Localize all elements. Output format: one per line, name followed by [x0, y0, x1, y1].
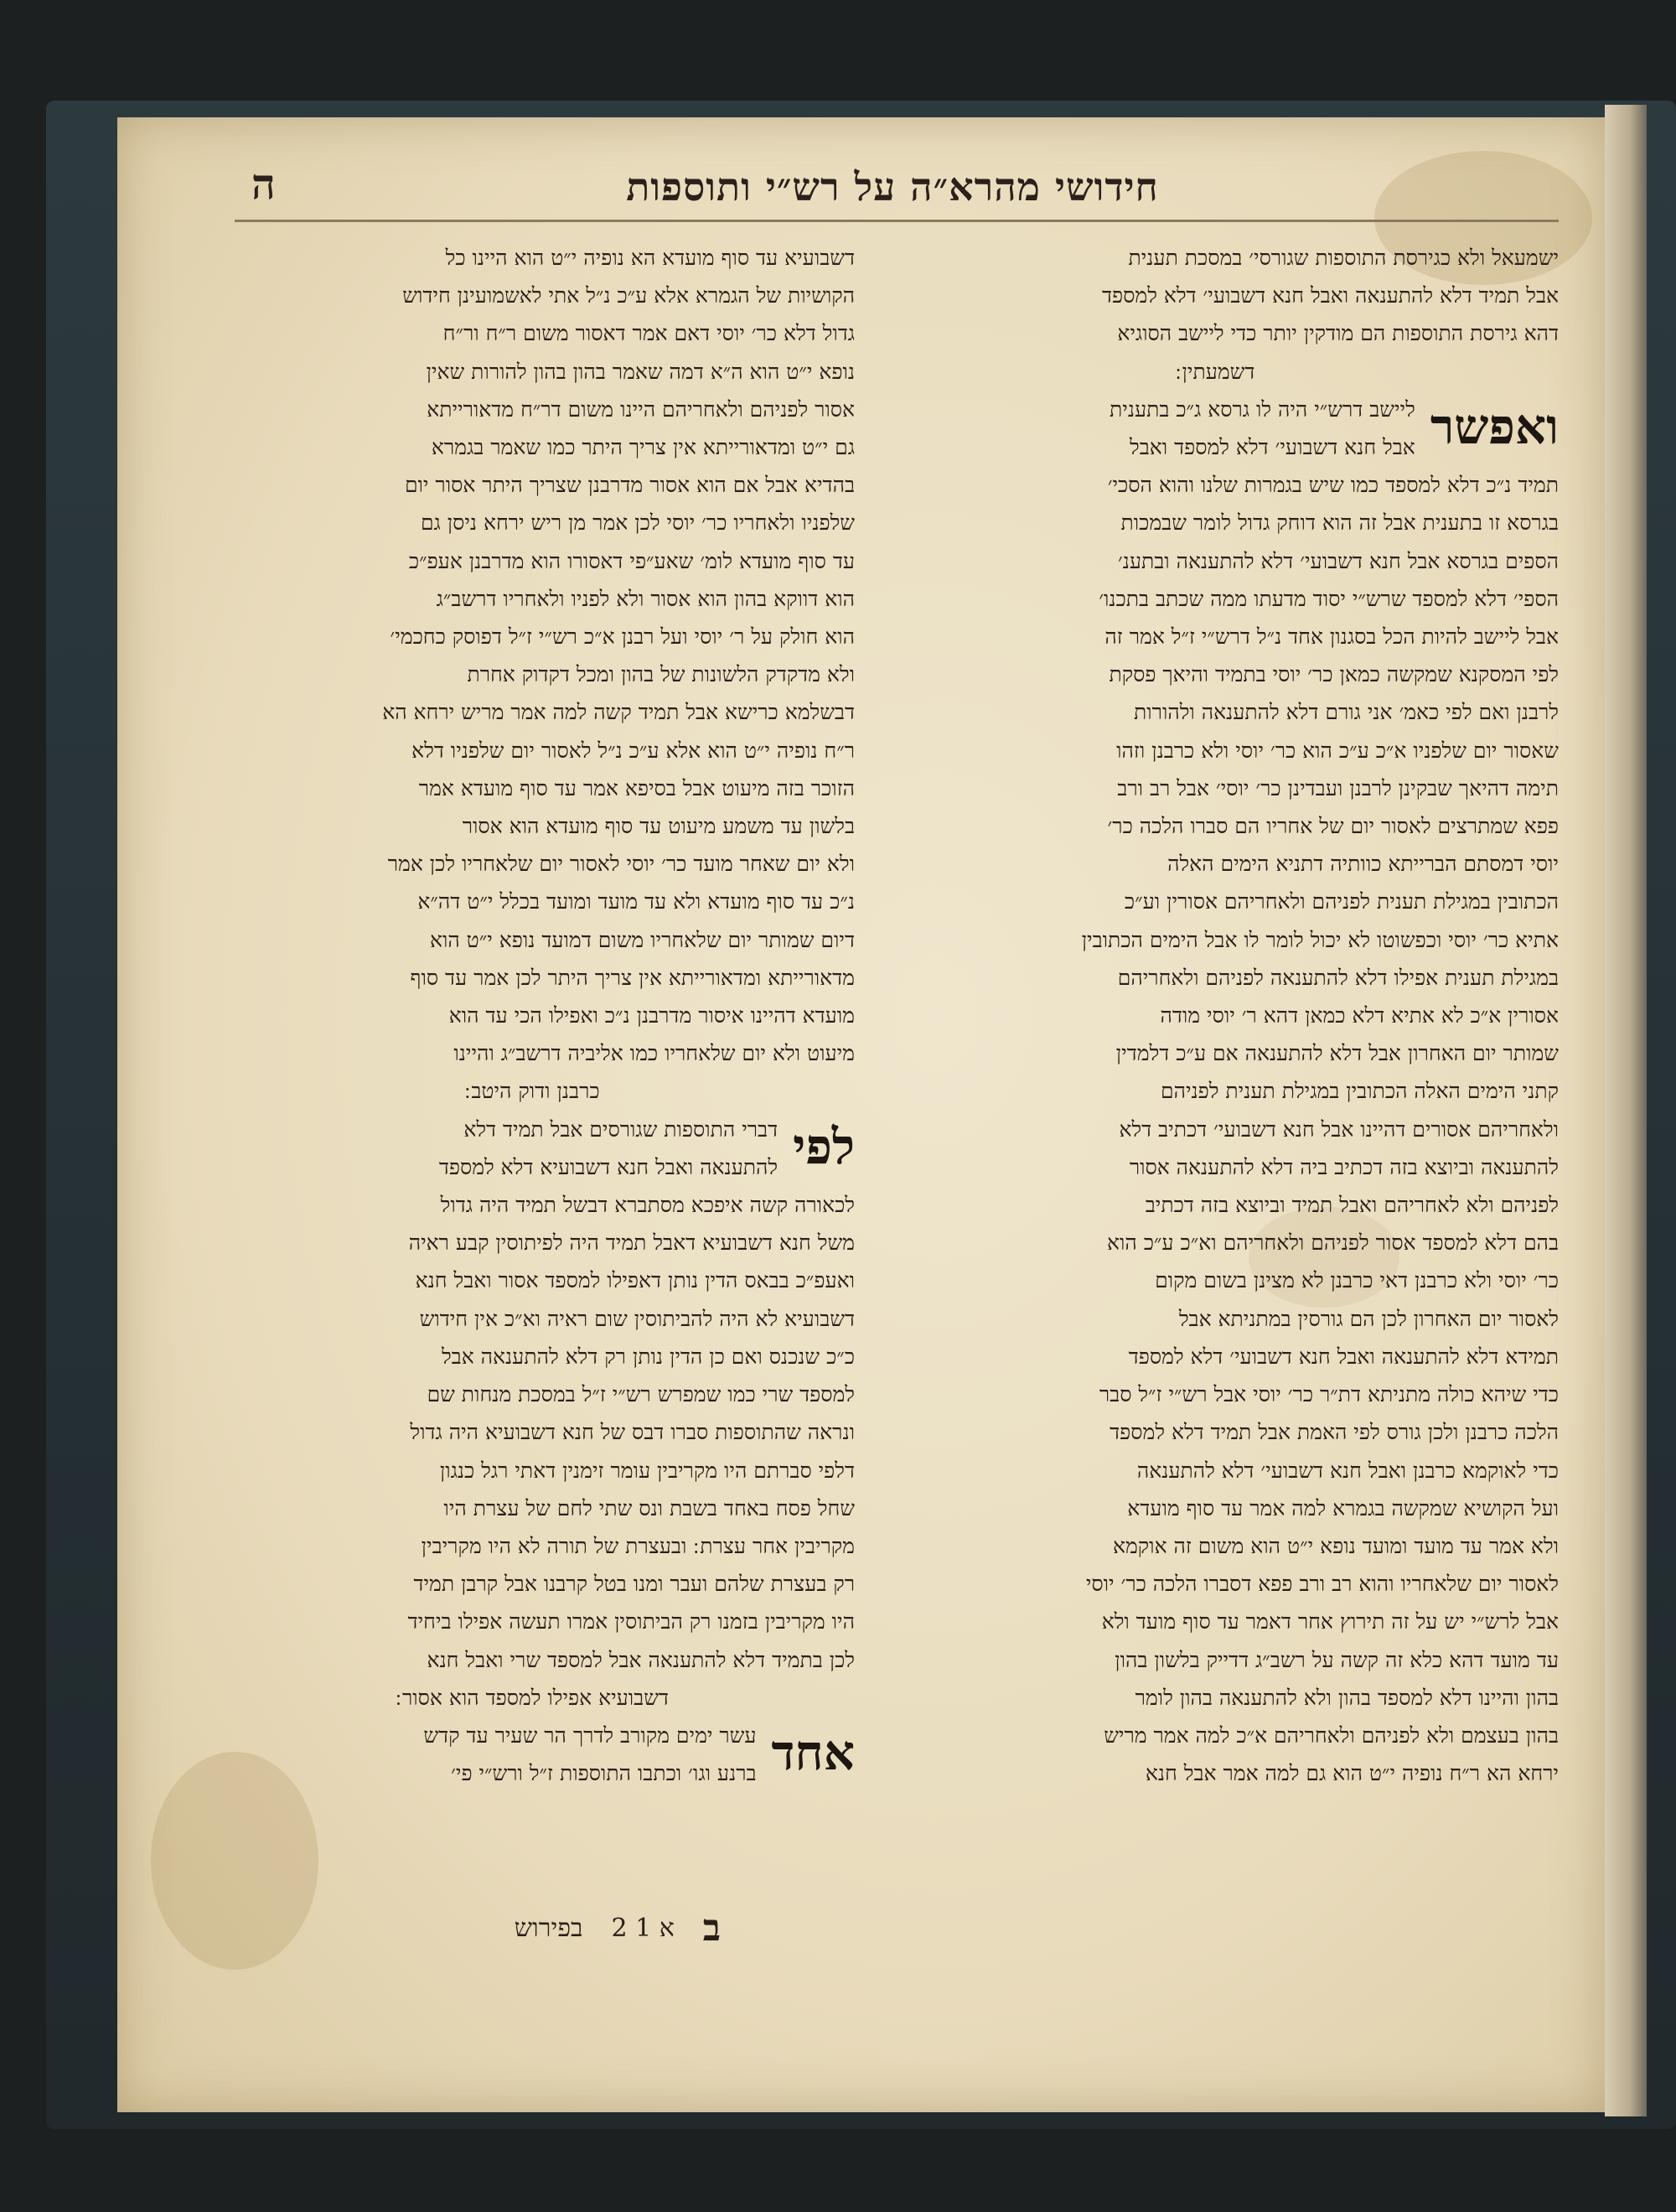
- text-line: דלפי סברתם היו מקריבין עומר זימנין דאתי רגל כנגון: [439, 1458, 855, 1483]
- text-line: עשר ימים מקורב לדרך הר שעיר עד קדש: [423, 1722, 757, 1748]
- text-line: היו מקריבין בזמנו רק הביתוסין אמרו תעשה אפילו ביחיד: [407, 1609, 855, 1634]
- text-line: לכן בתמיד דלא להתענאה אבל למספד שרי ואבל חנא: [427, 1647, 855, 1672]
- text-line: ולאחריהם אסורים דהיינו אבל חנא דשבועי׳ דכתיב דלא: [1119, 1116, 1559, 1142]
- header-rule: [235, 220, 1559, 222]
- text-line: בגרסא זו בתענית אבל זה הוא דוחק גדול לומר שבמכות: [1120, 510, 1559, 536]
- text-line: דיום שמותר יום שלאחריו משום דמועד נופא י״ט הוא: [429, 927, 855, 952]
- text-line: משל חנא דשבועיא דאבל תמיד היה לפיתוסין קבע ראיה: [408, 1230, 855, 1256]
- text-line: שאסור יום שלפניו א״כ ע״כ הוא כר׳ יוסי ולא כרבנן וזהו: [1116, 738, 1559, 763]
- text-line: דשמעתין ׃: [1175, 359, 1255, 384]
- text-line: הספים בגרסא אבל חנא דשבועי׳ דלא להתענאה ובתענ׳: [1117, 548, 1559, 573]
- text-line: כר׳ יוסי ולא כרבנן דאי כרבנן לא מצינן בשום מקום: [1155, 1268, 1559, 1293]
- text-line: בהון בעצמם ולא לפניהם ולאחריהם א״כ למה אמר מריש: [1104, 1722, 1559, 1748]
- text-line: במגילת תענית אפילו דלא להתענאה לפניהם ולאחריהם: [1117, 965, 1559, 990]
- text-line: להתענאה ואבל חנא דשבועיא דלא למספד: [438, 1154, 779, 1179]
- text-line: תמידא דלא להתענאה ואבל חנא דשבועי׳ דלא למספד: [1128, 1344, 1559, 1369]
- text-line: מדאורייתא ומדאורייתא אין צריך היתר לכן אמר עד סוף: [410, 965, 855, 990]
- dibur-hamatchil: [210, 1111, 855, 1186]
- text-line: עד סוף מועדא לומ׳ שאע״פי דאסורו הוא מדרבנן אעפ״כ: [408, 548, 855, 573]
- text-line: אתיא כר׳ יוסי וכפשוטו לא יכול לומר לו אבל הימים הכתובין: [1081, 927, 1559, 952]
- text-line: בהון והיינו דלא למספד בהון ולא להתענאה בהון לומר: [1135, 1685, 1559, 1710]
- text-line: הספי׳ דלא למספד שרש״י יסוד מדעתו ממה שכתב בתכנו׳: [1099, 586, 1559, 611]
- text-line: לפי המסקנא שמקשה כמאן כר׳ יוסי בתמיד והיאך פסקת: [1109, 662, 1559, 687]
- text-line: אסור לפניהם ולאחריהם היינו משום דר״ח מדאורייתא: [427, 396, 855, 422]
- right-column: [872, 239, 1559, 1792]
- text-line: כדי לאוקמא כרבנן ואבל חנא דשבועי׳ דלא להתענאה: [1136, 1458, 1559, 1483]
- running-header: [226, 158, 1559, 216]
- text-line: נופא י״ט הוא ה״א דמה שאמר בהון בהון להורות שאין: [426, 359, 855, 384]
- text-line: דשבועיא אפילו למספד הוא אסור ׃: [396, 1685, 669, 1710]
- left-column: [210, 239, 855, 1792]
- text-line: הזוכר בזה מיעוט אבל בסיפא אמר עד סוף מועדא אמר: [418, 775, 855, 800]
- text-line: אבל תמיד דלא להתענאה ואבל חנא דשבועי׳ דלא למספד: [1102, 283, 1559, 308]
- text-line: אסורין א״כ לא אתיא דלא כמאן דהא ר׳ יוסי מודה: [1160, 1003, 1559, 1028]
- text-line: אבל חנא דשבועי׳ דלא למספד ואבל: [1130, 435, 1415, 460]
- text-line: כרבנן ודוק היטב ׃: [464, 1079, 600, 1104]
- text-line: דשבועיא עד סוף מועדא הא נופיה י״ט הוא היינו כל: [445, 246, 855, 270]
- text-line: הלכה כרבנן ולכן גורס לפי האמת אבל תמיד דלא למספד: [1110, 1420, 1559, 1445]
- facing-page-edge: [1605, 105, 1647, 2116]
- text-line: ולא אמר עד מועד ומועד נופא י״ט הוא משום זה אוקמא: [1112, 1533, 1559, 1558]
- text-line: לפניהם ולא לאחריהם ואבל תמיד וביוצא בזה דכתיב: [1145, 1193, 1559, 1218]
- text-line: שלפניו ולאחריו כר׳ יוסי לכן אמר מן ריש ירחא ניסן גם: [420, 510, 855, 536]
- text-line: ישמעאל ולא כגירסת התוספות שגורסי׳ במסכת תענית: [1128, 246, 1559, 270]
- text-line: דבשלמא כרישא אבל תמיד קשה למה אמר מריש ירחא הא: [382, 700, 855, 725]
- text-line: הוא דווקא בהון הוא אסור ולא לפניו ולאחריו דרשב״ג: [436, 586, 855, 611]
- text-line: תמיד נ״כ דלא למספד כמו שיש בגמרות שלנו והוא הסכי׳: [1107, 473, 1559, 498]
- text-line: יוסי דמסתם הברייתא כוותיה דתניא הימים האלה: [1167, 852, 1559, 877]
- text-line: ר״ח נופיה י״ט הוא אלא ע״כ נ״ל לאסור יום שלפניו דלא: [411, 738, 855, 763]
- text-line: עד מועד דהא כלא זה קשה על רשב״ג דדייק בלשון בהון: [1115, 1647, 1559, 1672]
- text-line: כדי שיהא כולה מתניתא דת״ר כר׳ יוסי אבל רש״י ז״ל סבר: [1099, 1382, 1559, 1407]
- text-line: לכאורה קשה איפכא מסתברא דבשל תמיד היה גדול: [440, 1193, 855, 1218]
- page-footer: [285, 1907, 721, 1949]
- text-line: לאסור יום שלאחריו והוא רב ורב פפא דסברו הלכה כר׳ יוסי: [1085, 1572, 1559, 1597]
- text-line: רק בעצרת שלהם ועבר ומנו בטל קרבנו אבל קרבן תמיד: [413, 1572, 855, 1597]
- text-line: ליישב דרש״י היה לו גרסא ג״כ בתענית: [1110, 396, 1415, 422]
- text-line: הקושיות של הגמרא אלא ע״כ נ״ל אתי לאשמועינן חידוש: [402, 283, 855, 308]
- dibur-hamatchil: [872, 391, 1559, 466]
- text-line: ולא מדקדק הלשונות של בהון ומכל דקדוק אחרת: [467, 662, 855, 687]
- text-line: מועדא דהיינו איסור מדרבנן נ״כ ואפילו הכי עד הוא: [448, 1003, 855, 1028]
- signature-number: א 1 2: [611, 1913, 675, 1943]
- text-line: דברי התוספות שגורסים אבל תמיד דלא: [463, 1116, 779, 1142]
- text-line: להתענאה וביוצא בזה דכתיב ביה דלא להתענאה אסור: [1129, 1154, 1559, 1179]
- text-line: אבל ליישב להיות הכל בסגנון אחד נ״ל דרש״י ז״ל אמר זה: [1104, 624, 1559, 650]
- text-line: בלשון עד משמע מיעוט עד סוף מועדא הוא אסור: [462, 814, 855, 839]
- text-line: שמותר יום האחרון אבל דלא להתענאה אם ע״כ דלמדין: [1115, 1041, 1559, 1066]
- text-line: פפא שמתרצים לאסור יום של אחריו הם סברו הלכה כר׳: [1107, 814, 1559, 839]
- text-line: לאסור יום האחרון לכן הם גורסין במתניתא אבל: [1178, 1306, 1559, 1331]
- text-line: נ״כ עד סוף מועדא ולא עד מועד ומועד בכלל י״ט דה״א: [417, 889, 855, 914]
- text-line: כ״כ שנכנס ואם כן הדין נותן רק דלא להתענאה אבל: [441, 1344, 855, 1369]
- dibur-opening-word: ואפשר: [1430, 397, 1559, 455]
- text-line: גם י״ט ומדאורייתא אין צריך היתר כמו שאמר בגמרא: [431, 435, 855, 460]
- text-line: ואעפ״כ בבאס הדין נותן דאפילו למספד אסור ואבל חנא: [415, 1268, 855, 1293]
- text-line: ירחא הא ר״ח נופיה י״ט הוא גם למה אמר אבל חנא: [1145, 1761, 1559, 1786]
- text-line: ונראה שהתוספות סברו דבס של חנא דשבועיא היה גדול: [410, 1420, 855, 1445]
- text-line: בהדיא אבל אם הוא אסור מדרבנן שצריך היתר אסור יום: [404, 473, 855, 498]
- text-line: הכתובין במגילת תענית לפניהם ולאחריהם אסורין וע״כ: [1124, 889, 1559, 914]
- text-line: למספד שרי כמו שמפרש רש״י ז״ל במסכת מנחות שם: [427, 1382, 855, 1407]
- text-line: ברנע וגו׳ וכתבו התוספות ז״ל ורש״י פי׳: [451, 1761, 757, 1786]
- text-line: גדול דלא כר׳ יוסי דאם אמר דאסור משום ר״ח ור״ח: [442, 321, 855, 346]
- text-line: תימה דהיאך שבקינן לרבנן ועבדינן כר׳ יוסי׳ אבל רב ורב: [1117, 775, 1559, 800]
- text-line: בהם דלא למספד אסור לפניהם ולאחריהם וא״כ ע״כ הוא: [1106, 1230, 1559, 1256]
- text-line: דהא גירסת התוספות הם מודקין יותר כדי ליישב הסוגיא: [1117, 321, 1559, 346]
- text-line: ולא יום שאחר מועד כר׳ יוסי לאסור יום שלאחריו לכן אמר: [387, 852, 855, 877]
- text-line: ועל הקושיא שמקשה בגמרא למה אמר עד סוף מועדא: [1127, 1495, 1559, 1520]
- text-line: מקריבין אחר עצרת ׃ ובעצרת של תורה לא היו מקריבין: [421, 1533, 855, 1558]
- text-line: הוא חולק על ר׳ יוסי ועל רבנן א״כ רש״י ז״ל דפוסק כחכמי׳: [390, 624, 855, 650]
- text-line: אבל לרש״י יש על זה תירוץ אחר דאמר עד סוף מועד ולא: [1101, 1609, 1559, 1634]
- signature-mark: ב: [702, 1906, 721, 1950]
- dibur-opening-word: לפי: [793, 1117, 855, 1175]
- text-line: לרבנן ואם לפי כאמ׳ אני גורם דלא להתענאה ולהורות: [1134, 700, 1559, 725]
- text-line: מיעוט ולא יום שלאחריו כמו אליביה דרשב״ג והיינו: [453, 1041, 855, 1066]
- page-title: חידושי מהרא״ה על רש״י ותוספות: [626, 164, 1159, 210]
- dibur-hamatchil: [210, 1717, 855, 1792]
- dibur-opening-word: אחד: [771, 1723, 855, 1781]
- text-line: דשבועיא לא היה להביתוסין שום ראיה וא״כ אין חידוש: [419, 1306, 855, 1331]
- text-line: שחל פסח באחד בשבת ונס שתי לחם של עצרת היו: [443, 1495, 855, 1520]
- catchword: בפירוש: [514, 1913, 583, 1943]
- folio-number: ה: [251, 159, 276, 209]
- text-line: קתני הימים האלה הכתובין במגילת תענית לפניהם: [1161, 1079, 1559, 1104]
